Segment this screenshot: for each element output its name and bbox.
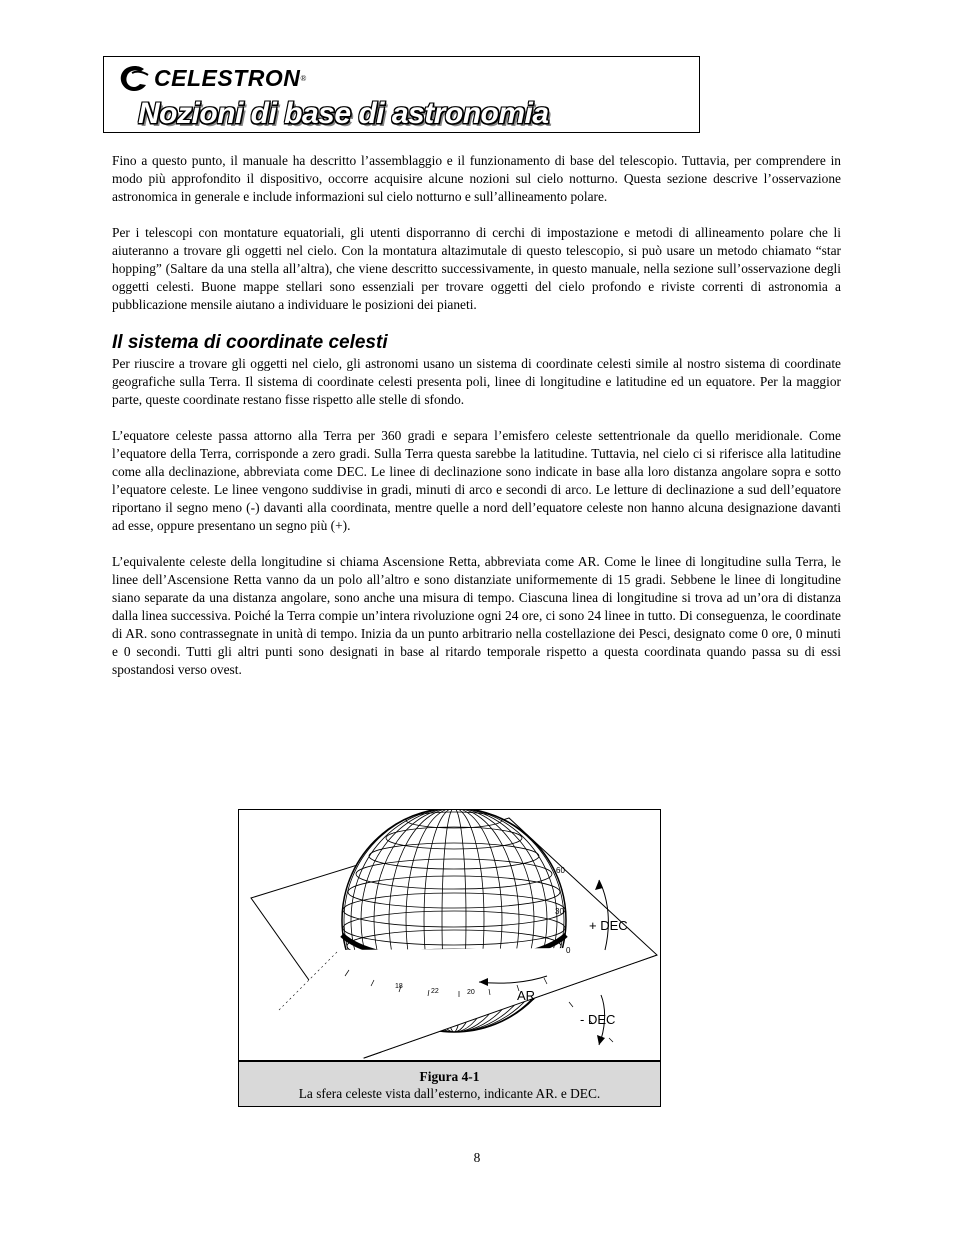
caption-title: Figura 4-1 [419, 1069, 480, 1084]
intro-paragraph-2: Per i telescopi con montature equatoriali, gli utenti disporranno di cerchi di impostazione e metodi di allineamento polare che li aiuteranno a trovare gli oggetti nel cielo. Con la montatura altazimutale di questo telescopio, si può usare un metodo chiamato “star hopping” (Saltare da una stella all’altra), che viene descritto successivamente, in questo manuale, nella sezione sull’osservazione degli oggetti celesti. Buone mappe stellari sono essenziali per trovare oggetti del cielo profondo e riviste correnti di astronomia a pubblicazione mensile aiutano a individuare le posizioni dei pianeti. [112, 225, 841, 312]
section-paragraph-2: L’equatore celeste passa attorno alla Terra per 360 gradi e separa l’emisfero celeste settentrionale da quello meridionale. Come l’equatore della Terra, corrisponde a zero gradi. Sulla Terra questa sarebbe la latitudine. Tuttavia, nel cielo ci si riferisce alla latitudine come alla declinazione, abbreviata come DEC. Le linee di declinazione sono indicate in base alla loro distanza angolare sopra e sotto l’equatore celeste. Le linee vengono suddivise in gradi, minuti di arco e secondi di arco. Le letture di declinazione a sud dell’equatore riportano il segno meno (-) davanti alla coordinata, mentre quelle a nord dell’equatore celeste non hanno alcuna designazione davanti ad esse, oppure presentano un segno più (+). [112, 428, 841, 533]
main-content [112, 152, 841, 697]
intro-paragraph-1: Fino a questo punto, il manuale ha descritto l’assemblaggio e il funzionamento di base del telescopio. Tuttavia, per comprendere in modo più approfondito il dispositivo, occorre acquisire alcune nozioni sul cielo notturno. Questa sezione descrive l’osservazione astronomica in generale e include informazioni sul cielo notturno e sull’allineamento polare. [112, 153, 841, 204]
ar-label: AR [517, 988, 536, 1003]
page-number: 8 [473, 1150, 481, 1165]
tick-label-18: 18 [395, 983, 403, 990]
tick-label-22: 22 [431, 988, 439, 995]
dec-plus-label: + DEC [589, 918, 628, 933]
caption-text: La sfera celeste vista dall’esterno, indicante AR. e DEC. [298, 1086, 601, 1101]
registered-mark: ® [300, 73, 307, 83]
tick-label-20: 20 [467, 989, 475, 996]
tick-label-30: 30 [555, 907, 564, 916]
celestial-sphere-illustration [239, 810, 660, 1060]
dec-minus-arrow-icon [597, 1035, 605, 1045]
figure-caption [239, 1060, 660, 1106]
celestron-logo [118, 61, 306, 95]
header-box [103, 56, 700, 133]
tick-label-60: 60 [556, 866, 565, 875]
page-title: Nozioni di base di astronomia [138, 97, 549, 130]
dec-minus-label: - DEC [580, 1012, 616, 1027]
brand-name: CELESTRON [154, 64, 301, 91]
section-heading: Il sistema di coordinate celesti [112, 332, 388, 353]
celestron-swoosh-icon [118, 63, 152, 93]
tick-label-0: 0 [566, 946, 571, 955]
section-paragraph-3: L’equivalente celeste della longitudine si chiama Ascensione Retta, abbreviata come AR. Come le linee di longitudine sulla Terra, le linee dell’Ascensione Retta vanno da un polo all’altro e sono distanziate uniformemente di 15 gradi. Sebbene le linee di longitudine siano separate da una distanza angolare, sono anche una misura di tempo. Ciascuna linea di longitudine si trova ad un’ora di distanza dalla linea successiva. Poiché la Terra compie un’intera rivoluzione ogni 24 ore, ci sono 24 linee in tutto. Di conseguenza, le coordinate di AR. sono contrassegnate in unità di tempo. Inizia da un punto arbitrario nella costellazione dei Pesci, designato come 0 ore, 0 minuti e 0 secondi. Tutti gli altri punti sono designati in base al ritardo temporale rispetto a questa coordinata quando passa su di essi spostandosi verso ovest. [112, 554, 841, 677]
section-paragraph-1: Per riuscire a trovare gli oggetti nel cielo, gli astronomi usano un sistema di coordinate celesti simile al nostro sistema di coordinate geografiche sulla Terra. Il sistema di coordinate celesti presenta poli, linee di longitudine e latitudine ed un equatore. Per la maggior parte, queste coordinate restano fisse rispetto alle stelle di sfondo. [112, 356, 841, 407]
figure-celestial-sphere [238, 809, 661, 1107]
